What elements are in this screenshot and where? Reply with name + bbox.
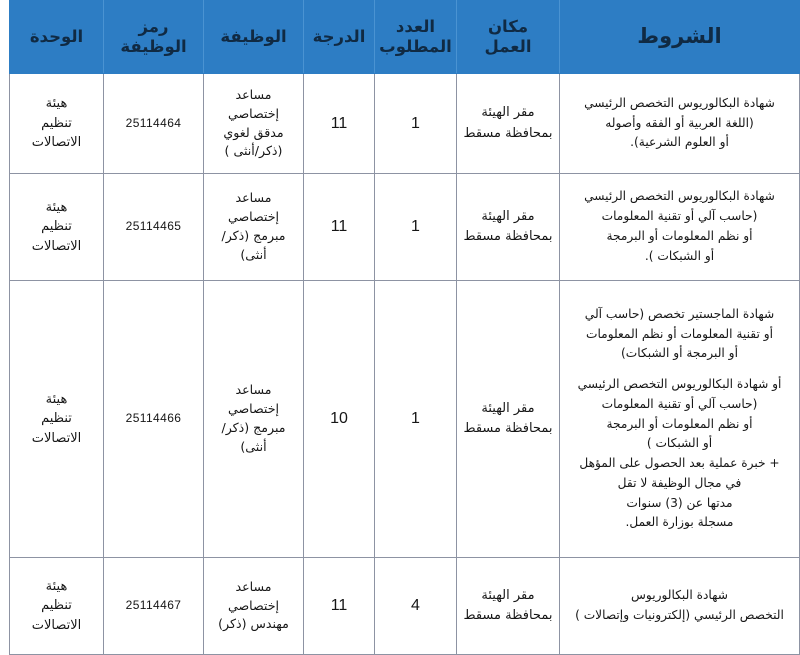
cell-unit: [10, 558, 104, 655]
job-title-line: مبرمج (ذكر/أنثى): [221, 420, 286, 454]
cell-required-count: 1: [375, 174, 457, 281]
job-title-line: مدقق لغوي: [223, 124, 284, 140]
cell-job-title: [204, 74, 304, 174]
cell-work-place: [457, 74, 560, 174]
cell-required-count: 1: [375, 281, 457, 558]
unit-line: هيئة: [45, 199, 68, 215]
table-header: [10, 1, 800, 74]
column-header-work-place-line1: مكان: [487, 16, 529, 36]
cell-grade: 11: [304, 558, 375, 655]
unit-line: هيئة: [45, 96, 68, 112]
column-header-unit-label: الوحدة: [29, 26, 84, 46]
job-title-line: مساعد إختصاصي: [227, 86, 280, 121]
work-place-line: مقر الهيئة: [481, 587, 535, 603]
unit-line: تنظيم الاتصالات: [31, 115, 82, 151]
column-header-grade: [304, 1, 375, 74]
work-place-line: بمحافظة مسقط: [463, 229, 553, 244]
cell-job-code: 25114465: [104, 174, 204, 281]
column-header-required-count-line2: المطلوب: [379, 37, 452, 56]
column-header-job-title-label: الوظيفة: [220, 26, 287, 46]
column-header-conditions-label: الشروط: [637, 24, 722, 49]
cell-unit: [10, 281, 104, 558]
table-row: [10, 174, 800, 281]
cell-conditions: [560, 174, 800, 281]
column-header-job-code-line2: الوظيفة: [120, 37, 187, 56]
job-title-line: مساعد إختصاصي: [227, 382, 280, 417]
cell-job-code: 25114466: [104, 281, 204, 558]
conditions-line: شهادة البكالوريوس التخصص الرئيسي: [584, 189, 775, 204]
conditions-line: شهادة البكالوريوس: [631, 588, 728, 603]
job-title-line: مهندس (ذكر): [218, 616, 289, 632]
cell-unit: [10, 174, 104, 281]
job-title-line: مبرمج (ذكر/أنثى): [221, 228, 286, 262]
work-place-line: مقر الهيئة: [481, 400, 535, 416]
work-place-line: بمحافظة مسقط: [463, 125, 553, 141]
conditions-line: في مجال الوظيفة لا تقل: [617, 475, 742, 490]
column-header-conditions: [560, 1, 800, 74]
work-place-line: بمحافظة مسقط: [463, 421, 553, 436]
conditions-line: + خبرة عملية بعد الحصول على المؤهل: [579, 456, 780, 471]
job-vacancies-table: [9, 0, 800, 655]
cell-job-title: [204, 281, 304, 558]
unit-line: تنظيم الاتصالات: [31, 598, 82, 633]
cell-work-place: [457, 558, 560, 655]
work-place-line: مقر الهيئة: [481, 105, 535, 121]
cell-grade: 11: [304, 174, 375, 281]
header-row: [10, 1, 800, 74]
conditions-line: (حاسب آلي أو تقنية المعلومات: [601, 396, 758, 411]
work-place-line: مقر الهيئة: [481, 208, 535, 224]
job-title-line: مساعد إختصاصي: [227, 190, 280, 225]
cell-job-code: 25114464: [104, 74, 204, 174]
job-title-line: مساعد إختصاصي: [227, 578, 280, 613]
table-row: [10, 281, 800, 558]
unit-line: تنظيم الاتصالات: [31, 411, 82, 446]
cell-job-title: [204, 174, 304, 281]
cell-conditions: [560, 558, 800, 655]
table-row: [10, 558, 800, 655]
conditions-line: أو الشبكات ): [646, 436, 713, 451]
column-header-work-place: [457, 1, 560, 74]
conditions-line: أو الشبكات ).: [644, 248, 715, 263]
cell-job-code: 25114467: [104, 558, 204, 655]
cell-conditions: [560, 281, 800, 558]
conditions-block: [570, 94, 789, 153]
conditions-line: أو نظم المعلومات أو البرمجة: [606, 229, 753, 243]
conditions-line: مدتها عن (3) سنوات: [626, 495, 733, 510]
conditions-line: مسجلة بوزارة العمل.: [625, 515, 734, 530]
cell-required-count: 4: [375, 558, 457, 655]
unit-line: هيئة: [45, 391, 68, 407]
column-header-required-count-line1: العدد: [395, 16, 436, 36]
cell-grade: 11: [304, 74, 375, 174]
table-row: [10, 74, 800, 174]
cell-work-place: [457, 281, 560, 558]
conditions-line: أو نظم المعلومات أو البرمجة: [606, 416, 753, 431]
work-place-line: بمحافظة مسقط: [463, 608, 553, 623]
conditions-line: أو شهادة البكالوريوس التخصص الرئيسي: [577, 377, 782, 392]
column-header-job-code: [104, 1, 204, 74]
table-body: [10, 74, 800, 655]
unit-line: هيئة: [45, 578, 68, 594]
cell-work-place: [457, 174, 560, 281]
conditions-block: [570, 187, 789, 266]
unit-line: تنظيم الاتصالات: [31, 219, 82, 254]
conditions-line: شهادة البكالوريوس التخصص الرئيسي: [584, 95, 775, 110]
conditions-block: [570, 305, 789, 364]
conditions-line: أو تقنية المعلومات أو نظم المعلومات: [585, 326, 773, 341]
cell-unit: [10, 74, 104, 174]
conditions-line: (اللغة العربية أو الفقه وأصوله: [605, 115, 754, 130]
conditions-line: شهادة الماجستير تخصص (حاسب آلي: [584, 306, 775, 321]
cell-required-count: 1: [375, 74, 457, 174]
job-title-line: (ذكر/أنثى ): [224, 143, 283, 159]
column-header-unit: [10, 1, 104, 74]
column-header-job-title: [204, 1, 304, 74]
conditions-block: [570, 586, 789, 626]
cell-conditions: [560, 74, 800, 174]
conditions-line: أو البرمجة أو الشبكات): [621, 346, 738, 361]
conditions-line: أو العلوم الشرعية).: [630, 135, 729, 150]
cell-grade: 10: [304, 281, 375, 558]
cell-job-title: [204, 558, 304, 655]
column-header-job-code-line1: رمز: [138, 16, 169, 36]
conditions-line: (حاسب آلي أو تقنية المعلومات: [601, 209, 758, 224]
conditions-block: [570, 375, 789, 533]
conditions-line: التخصص الرئيسي (إلكترونيات وإتصالات ): [575, 608, 784, 622]
column-header-work-place-line2: العمل: [484, 37, 532, 56]
column-header-required-count: [375, 1, 457, 74]
column-header-grade-label: الدرجة: [312, 26, 366, 46]
